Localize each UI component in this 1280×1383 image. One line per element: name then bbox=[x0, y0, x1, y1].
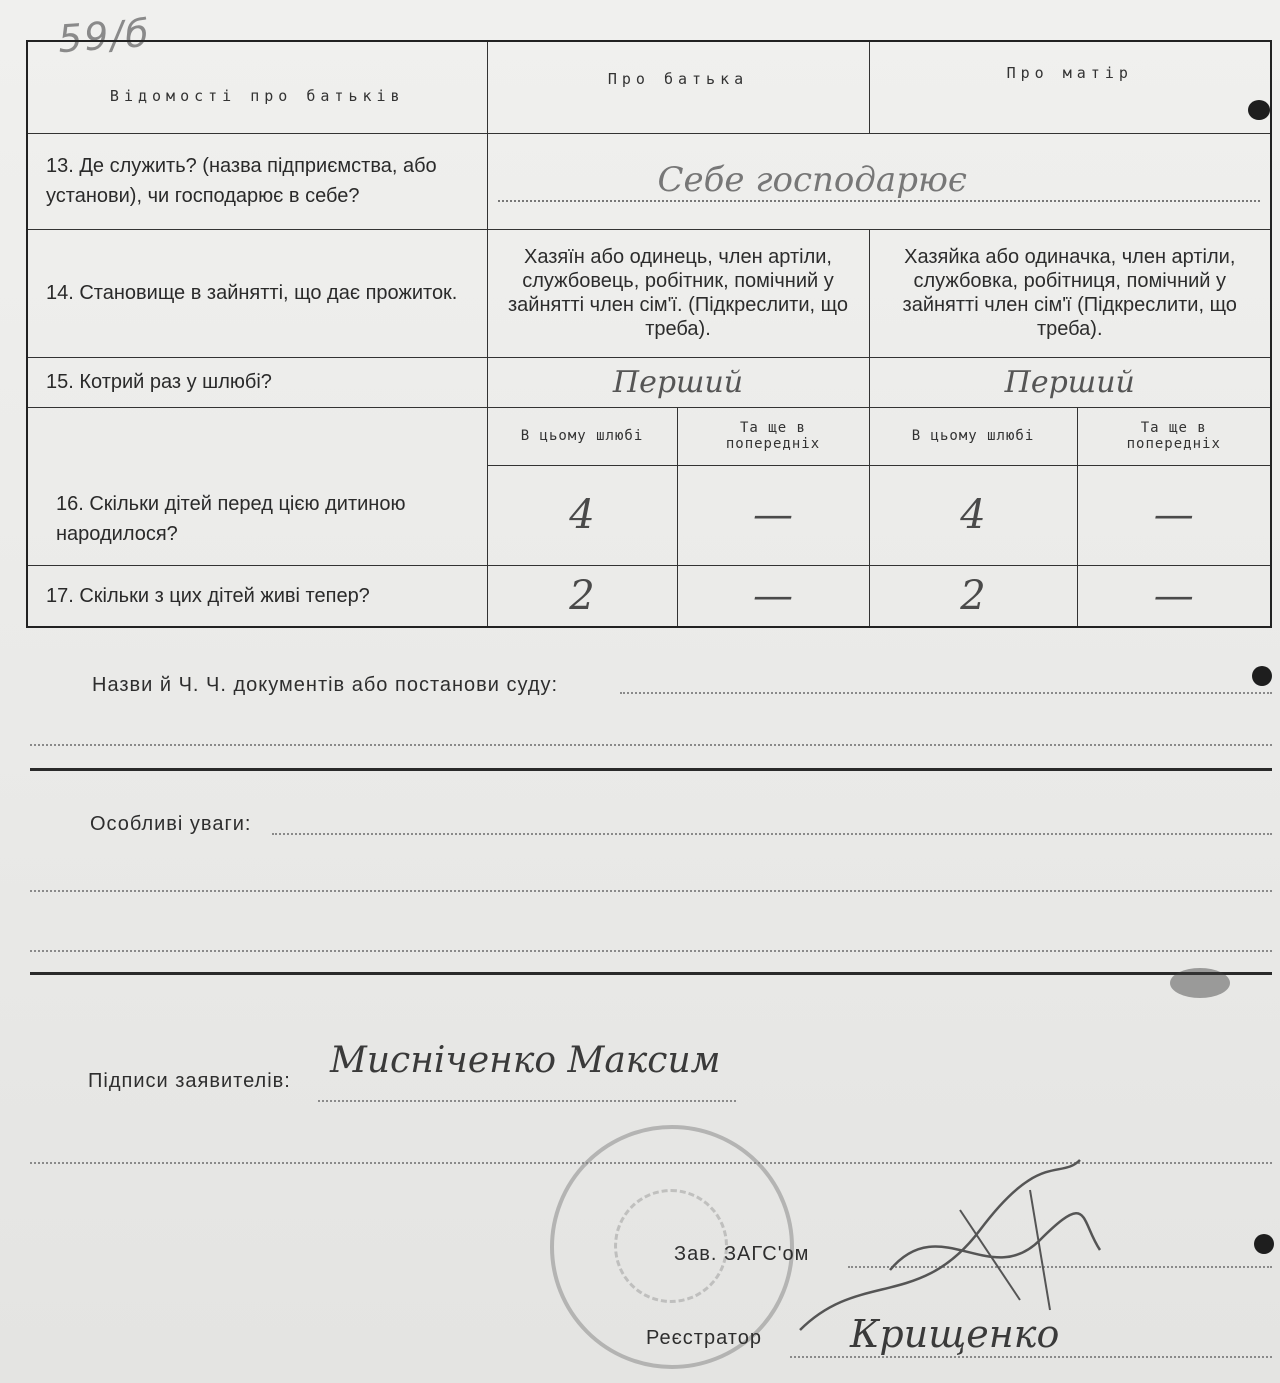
mother-sub-this-marriage: В цьому шлюбі bbox=[869, 407, 1077, 465]
mother-children-prev: — bbox=[1077, 465, 1271, 565]
head-registry-label: Зав. ЗАГС'ом bbox=[674, 1243, 810, 1265]
father-occupation-options: Хазяїн або одинець, член артіли, службовець, робітник, помічний у зайнятті член сім'ї. (Підкреслити, що треба). bbox=[487, 229, 869, 357]
registrar-signature: Крищенко bbox=[850, 1312, 1060, 1356]
children-subheader-row bbox=[27, 407, 1271, 465]
row-17 bbox=[27, 565, 1271, 627]
question-15: 15. Котрий раз у шлюбі? bbox=[27, 357, 487, 407]
header-parents-info: Відомості про батьків bbox=[27, 41, 487, 133]
answer-13-text: Себе господарює bbox=[498, 160, 1261, 202]
signatures-label: Підписи заявителів: bbox=[88, 1070, 291, 1092]
row-14 bbox=[27, 229, 1271, 357]
signatures-line bbox=[318, 1100, 736, 1102]
father-marriage-count bbox=[487, 357, 869, 407]
mother-marriage-count bbox=[869, 357, 1271, 407]
remarks-label: Особливі уваги: bbox=[90, 813, 252, 835]
documents-label: Назви й Ч. Ч. документів або постанови суду: bbox=[92, 674, 559, 696]
parents-info-table bbox=[26, 40, 1272, 628]
row-15 bbox=[27, 357, 1271, 407]
father-alive-prev: — bbox=[677, 565, 869, 627]
mother-marriage-value: Перший bbox=[1004, 364, 1135, 400]
table-header-row bbox=[27, 41, 1271, 133]
question-17: 17. Скільки з цих дітей живі тепер? bbox=[27, 565, 487, 627]
binding-hole-3 bbox=[1254, 1234, 1274, 1254]
mother-children-this: 4 bbox=[869, 465, 1077, 565]
father-sub-previous: Та ще в попередніх bbox=[677, 407, 869, 465]
section-divider-1 bbox=[30, 768, 1272, 771]
header-mother: Про матір bbox=[869, 41, 1271, 133]
registrar-line bbox=[790, 1356, 1272, 1358]
archive-number: 59/б bbox=[56, 10, 153, 62]
father-children-prev: — bbox=[677, 465, 869, 565]
father-children-this: 4 bbox=[487, 465, 677, 565]
answer-13 bbox=[487, 133, 1271, 229]
mother-occupation-options: Хазяйка або одиначка, член артіли, службовка, робітниця, помічний у зайнятті член сім'ї (Підкреслити, що треба). bbox=[869, 229, 1271, 357]
father-marriage-value: Перший bbox=[612, 364, 744, 400]
binding-hole-2 bbox=[1252, 666, 1272, 686]
row-13 bbox=[27, 133, 1271, 229]
header-father: Про батька bbox=[487, 41, 869, 133]
remarks-line-1 bbox=[272, 833, 1272, 835]
binding-hole-1 bbox=[1248, 100, 1270, 120]
father-alive-this: 2 bbox=[487, 565, 677, 627]
mother-alive-this: 2 bbox=[869, 565, 1077, 627]
remarks-line-2 bbox=[30, 890, 1272, 892]
documents-line-1 bbox=[620, 692, 1272, 694]
mother-alive-prev: — bbox=[1077, 565, 1271, 627]
question-16: 16. Скільки дітей перед цією дитиною народилося? bbox=[27, 407, 487, 565]
section-divider-2 bbox=[30, 972, 1272, 975]
question-14: 14. Становище в зайнятті, що дає прожиток. bbox=[27, 229, 487, 357]
applicants-signature: Мисніченко Максим bbox=[330, 1040, 721, 1081]
mother-sub-previous: Та ще в попередніх bbox=[1077, 407, 1271, 465]
remarks-line-3 bbox=[30, 950, 1272, 952]
registrar-label: Реєстратор bbox=[646, 1327, 762, 1349]
documents-line-2 bbox=[30, 744, 1272, 746]
question-13: 13. Де служить? (назва підприємства, або установи), чи господарює в себе? bbox=[27, 133, 487, 229]
ink-blot bbox=[1170, 968, 1230, 998]
father-sub-this-marriage: В цьому шлюбі bbox=[487, 407, 677, 465]
